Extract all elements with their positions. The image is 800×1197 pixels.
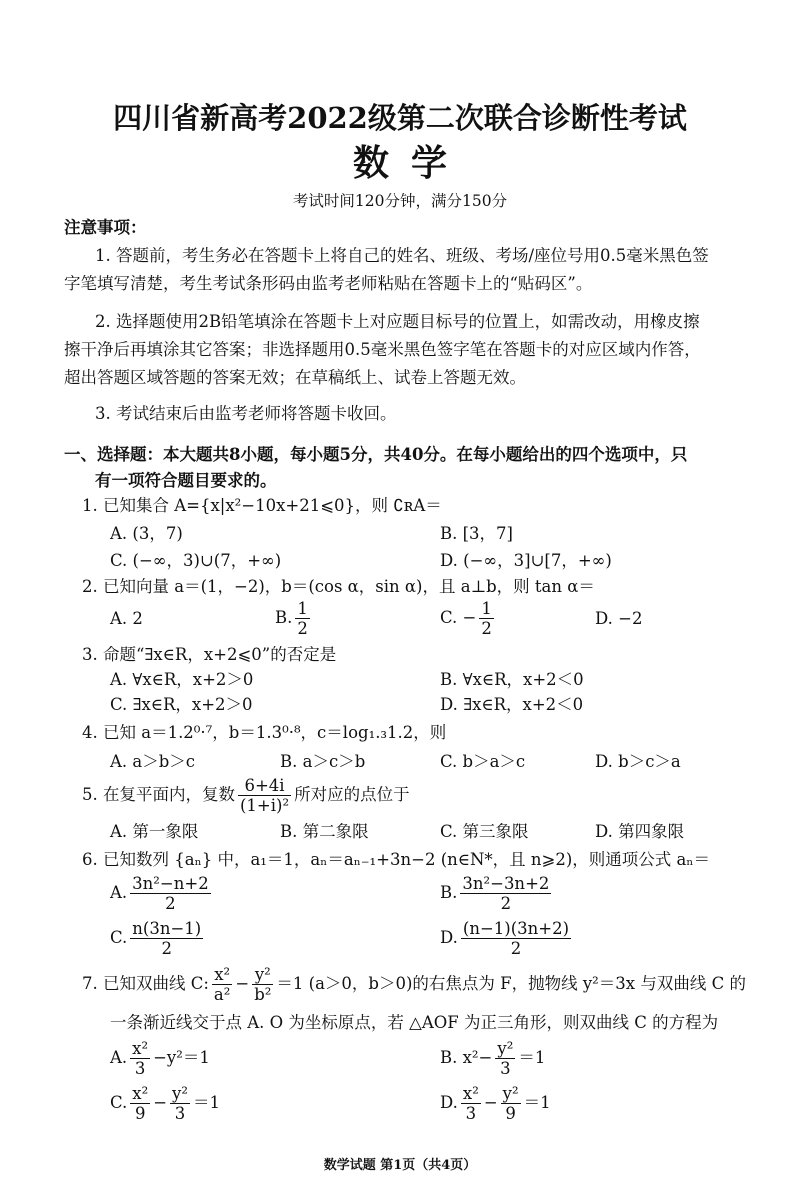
q2-option-c xyxy=(440,599,497,638)
q7-option-c xyxy=(110,1084,220,1123)
numerator: x² xyxy=(212,965,232,985)
q3-option-a: A. ∀x∈R，x+2＞0 xyxy=(110,670,254,689)
fraction xyxy=(479,599,494,638)
option-label: A. xyxy=(110,883,128,902)
stem-text: ＝1 (a＞0，b＞0)的右焦点为 F，抛物线 y²＝3x 与双曲线 C 的 xyxy=(276,974,746,993)
stem-text: 7. 已知双曲线 C: xyxy=(82,974,209,993)
q4-option-a: A. a＞b＞c xyxy=(110,752,196,771)
option-text: ＝1 xyxy=(523,1093,551,1112)
numerator: 1 xyxy=(297,599,308,618)
q5-option-b: B. 第二象限 xyxy=(280,822,369,841)
q1-option-c: C. (−∞，3)∪(7，+∞) xyxy=(110,551,282,570)
option-label: B. xyxy=(275,608,293,627)
denominator: 2 xyxy=(297,619,308,638)
note-line: 擦干净后再填涂其它答案；非选择题用0.5毫米黑色签字笔在答题卡的对应区域内作答， xyxy=(64,340,701,359)
fraction xyxy=(130,874,211,913)
q1-option-d: D. (−∞，3]∪[7，+∞) xyxy=(440,551,612,570)
q6-option-c xyxy=(110,919,206,958)
numerator: y² xyxy=(252,965,273,985)
q7-stem-cont: 一条渐近线交于点 A. O 为坐标原点，若 △AOF 为正三角形，则双曲线 C 的方程为 xyxy=(110,1013,719,1032)
q4-option-c: C. b＞a＞c xyxy=(440,752,526,771)
fraction xyxy=(461,1084,481,1123)
stem-text: 5. 在复平面内，复数 xyxy=(82,785,235,804)
denominator: (1+i)² xyxy=(240,796,290,815)
section-heading-cont: 有一项符合题目要求的。 xyxy=(95,471,277,490)
denominator: 2 xyxy=(165,894,176,913)
numerator: y² xyxy=(502,1084,519,1103)
denominator: b² xyxy=(254,985,272,1004)
q7-option-a xyxy=(110,1039,210,1078)
fraction xyxy=(238,776,291,815)
numerator: (n−1)(3n+2) xyxy=(462,919,570,938)
q2-option-b xyxy=(275,599,313,638)
operator: − xyxy=(483,1093,498,1112)
q2-option-a: A. 2 xyxy=(110,609,143,628)
option-label: C. − xyxy=(440,608,477,627)
q7-option-b xyxy=(440,1039,545,1078)
option-label: A. xyxy=(110,1048,128,1067)
option-text: ＝1 xyxy=(192,1093,220,1112)
operator: − xyxy=(153,1093,168,1112)
q5-stem xyxy=(82,776,410,815)
page-footer: 数学试题 第1页（共4页） xyxy=(323,1158,477,1173)
exam-title: 四川省新高考2022级第二次联合诊断性考试 xyxy=(113,101,687,135)
denominator: 2 xyxy=(481,619,492,638)
numerator: 3n²−n+2 xyxy=(132,874,209,893)
option-label: C. xyxy=(110,1093,128,1112)
numerator: 3n²−3n+2 xyxy=(462,874,550,893)
note-line: 2. 选择题使用2B铅笔填涂在答题卡上对应题目标号的位置上，如需改动，用橡皮擦 xyxy=(95,312,700,331)
q6-option-a xyxy=(110,874,214,913)
q6-option-b xyxy=(440,874,554,913)
note-line: 超出答题区域答题的答案无效；在草稿纸上、试卷上答题无效。 xyxy=(64,368,526,387)
q5-option-d: D. 第四象限 xyxy=(595,822,685,841)
numerator: x² xyxy=(462,1084,479,1103)
denominator: a² xyxy=(213,985,231,1004)
stem-text: 所对应的点位于 xyxy=(294,785,410,804)
numerator: x² xyxy=(132,1084,149,1103)
q1-option-a: A. (3，7) xyxy=(110,524,183,543)
denominator: 3 xyxy=(134,1059,146,1078)
option-label: C. xyxy=(110,928,128,947)
fraction xyxy=(130,919,203,958)
fraction xyxy=(460,874,551,913)
operator: − xyxy=(235,974,250,993)
q5-option-c: C. 第三象限 xyxy=(440,822,529,841)
note-line: 字笔填写清楚，考生考试条形码由监考老师粘贴在答题卡上的“贴码区”。 xyxy=(64,274,593,293)
option-label: D. xyxy=(440,928,458,947)
q4-stem: 4. 已知 a＝1.2⁰·⁷，b＝1.3⁰·⁸，c＝log₁.₃1.2，则 xyxy=(82,723,447,742)
q6-stem: 6. 已知数列 {aₙ} 中，a₁＝1，aₙ＝aₙ₋₁+3n−2 (n∈N*，且 n⩾2)，则通项公式 aₙ＝ xyxy=(82,850,711,869)
notes-heading: 注意事项： xyxy=(64,218,147,237)
exam-info: 考试时间120分钟，满分150分 xyxy=(292,192,508,210)
denominator: 2 xyxy=(161,939,173,958)
option-label: D. xyxy=(440,1093,458,1112)
fraction xyxy=(130,1084,150,1123)
fraction xyxy=(495,1039,515,1078)
numerator: x² xyxy=(132,1039,149,1058)
denominator: 9 xyxy=(505,1104,516,1123)
fraction xyxy=(130,1039,150,1078)
q4-option-d: D. b＞c＞a xyxy=(595,752,681,771)
option-label: B. xyxy=(440,883,458,902)
subject-title: 数学 xyxy=(352,142,469,184)
q7-stem xyxy=(82,965,746,1004)
q3-option-b: B. ∀x∈R，x+2＜0 xyxy=(440,670,584,689)
q1-stem: 1. 已知集合 A={x|x²−10x+21⩽0}，则 ∁ʀA＝ xyxy=(82,496,442,515)
q2-option-d: D. −2 xyxy=(595,609,643,628)
q3-option-d: D. ∃x∈R，x+2＜0 xyxy=(440,695,584,714)
fraction xyxy=(461,919,571,958)
fraction xyxy=(295,599,310,638)
numerator: 1 xyxy=(481,599,492,618)
q7-option-d xyxy=(440,1084,551,1123)
q2-stem: 2. 已知向量 a＝(1，−2)，b＝(cos α，sin α)，且 a⊥b，则 tan α＝ xyxy=(82,577,595,596)
q4-option-b: B. a＞c＞b xyxy=(280,752,366,771)
fraction xyxy=(252,965,273,1004)
numerator: y² xyxy=(172,1084,188,1103)
option-text: ＝1 xyxy=(518,1048,546,1067)
denominator: 9 xyxy=(135,1104,146,1123)
q3-option-c: C. ∃x∈R，x+2＞0 xyxy=(110,695,253,714)
q6-option-d xyxy=(440,919,574,958)
section-heading: 一、选择题：本大题共8小题，每小题5分，共40分。在每小题给出的四个选项中，只 xyxy=(64,445,688,464)
q1-option-b: B. [3，7] xyxy=(440,524,513,543)
fraction xyxy=(212,965,232,1004)
q3-stem: 3. 命题“∃x∈R，x+2⩽0”的否定是 xyxy=(82,645,337,664)
denominator: 3 xyxy=(174,1104,186,1123)
note-line: 1. 答题前，考生务必在答题卡上将自己的姓名、班级、考场/座位号用0.5毫米黑色签 xyxy=(95,246,709,265)
option-label: B. x²− xyxy=(440,1048,493,1067)
denominator: 2 xyxy=(510,939,522,958)
numerator: n(3n−1) xyxy=(132,919,202,938)
fraction xyxy=(170,1084,190,1123)
note-line: 3. 考试结束后由监考老师将答题卡收回。 xyxy=(95,404,397,423)
numerator: 6+4i xyxy=(238,776,291,796)
q5-option-a: A. 第一象限 xyxy=(110,822,199,841)
numerator: y² xyxy=(497,1039,514,1058)
option-text: −y²＝1 xyxy=(153,1048,210,1067)
denominator: 2 xyxy=(500,894,512,913)
fraction xyxy=(501,1084,521,1123)
denominator: 3 xyxy=(500,1059,511,1078)
denominator: 3 xyxy=(465,1104,477,1123)
